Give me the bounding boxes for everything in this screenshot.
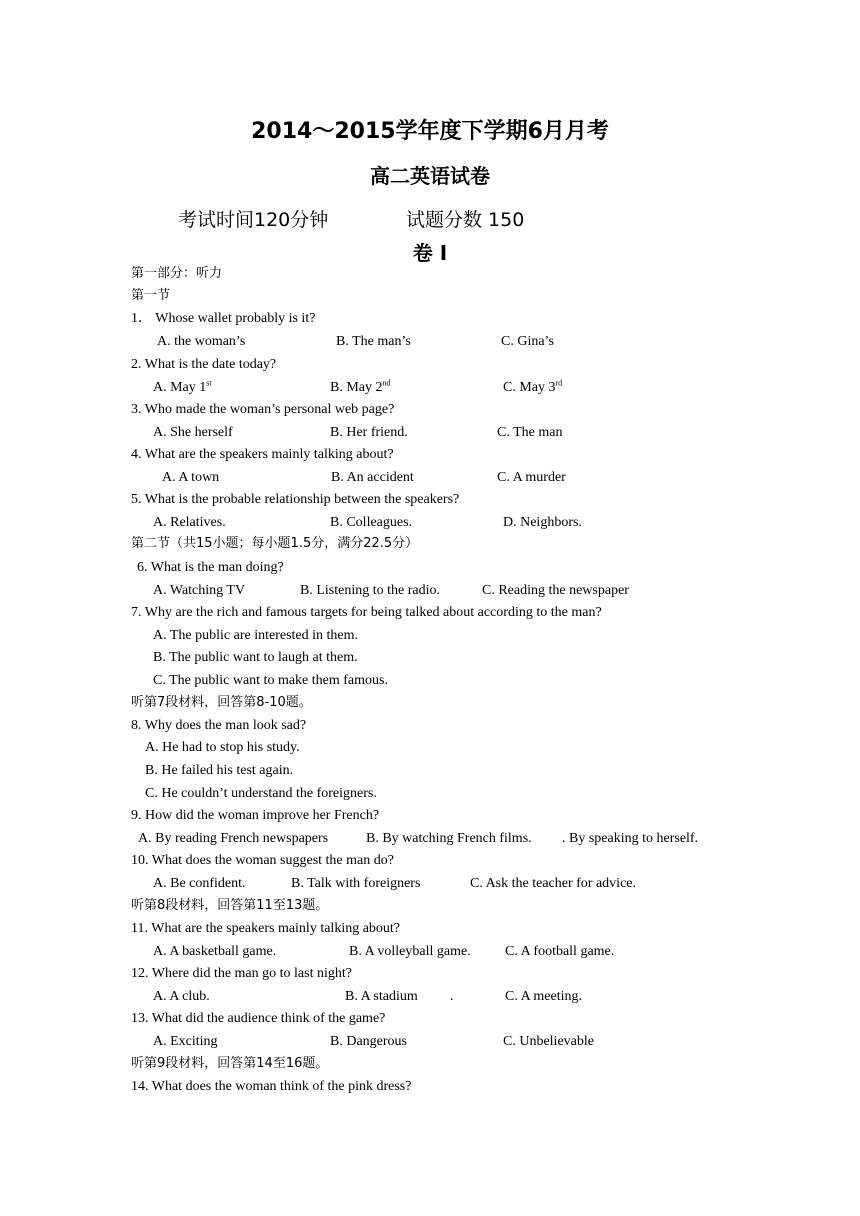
q3-option-a: A. She herself: [153, 425, 233, 440]
q1-option-b: B. The man’s: [336, 334, 411, 349]
question-9: 9. How did the woman improve her French?: [131, 808, 380, 823]
q12-option-a: A. A club.: [153, 989, 210, 1004]
q9-option-b: B. By watching French films.: [366, 831, 532, 846]
q7-option-c: C. The public want to make them famous.: [153, 673, 388, 688]
question-13: 13. What did the audience think of the game?: [131, 1011, 386, 1026]
question-7: 7. Why are the rich and famous targets for being talked about according to the man?: [131, 605, 602, 620]
question-14: 14. What does the woman think of the pink dress?: [131, 1079, 412, 1094]
q8-option-a: A. He had to stop his study.: [145, 740, 300, 755]
q5-option-b: B. Colleagues.: [330, 515, 413, 530]
exam-title: 2014～2015学年度下学期6月月考: [251, 119, 609, 144]
question-10: 10. What does the woman suggest the man do?: [131, 853, 394, 868]
q4-option-c: C. A murder: [497, 470, 566, 485]
question-11: 11. What are the speakers mainly talking about?: [131, 921, 401, 936]
q6-option-a: A. Watching TV: [153, 583, 246, 598]
q4-option-a: A. A town: [162, 470, 220, 485]
q7-option-b: B. The public want to laugh at them.: [153, 650, 358, 665]
question-3: 3. Who made the woman’s personal web page?: [131, 402, 395, 417]
q3-option-c: C. The man: [497, 425, 563, 440]
q13-option-b: B. Dangerous: [330, 1034, 407, 1049]
q2a-text: A. May 1: [153, 380, 207, 395]
q5-option-c: D. Neighbors.: [503, 515, 582, 530]
q4-option-b: B. An accident: [331, 470, 414, 485]
q2c-sup: rd: [555, 378, 563, 388]
q2-option-b: [330, 379, 391, 397]
q5-option-a: A. Relatives.: [153, 515, 226, 530]
q1-option-a: A. the woman’s: [157, 334, 246, 349]
q2a-sup: st: [206, 378, 212, 388]
material7-heading: 听第7段材料，回答第8-10题。: [131, 695, 312, 710]
question-2: 2. What is the date today?: [131, 357, 277, 372]
q6-option-b: B. Listening to the radio.: [300, 583, 440, 598]
q8-option-c: C. He couldn’t understand the foreigners.: [145, 786, 377, 801]
exam-time: 考试时间120分钟: [178, 209, 329, 231]
q2b-sup: nd: [382, 378, 391, 388]
part1-heading: 第一部分：听力: [131, 266, 223, 281]
q12-option-b: B. A stadium: [345, 989, 418, 1004]
question-12: 12. Where did the man go to last night?: [131, 966, 352, 981]
section2-heading: 第二节（共15小题；每小题1.5分，满分22.5分）: [131, 536, 419, 551]
exam-subtitle: 高二英语试卷: [370, 164, 490, 188]
section1-heading: 第一节: [131, 288, 171, 303]
q13-option-a: A. Exciting: [153, 1034, 218, 1049]
q12-dot: .: [450, 989, 454, 1004]
material8-heading: 听第8段材料，回答第11至13题。: [131, 898, 329, 913]
question-4: 4. What are the speakers mainly talking about?: [131, 447, 394, 462]
q2-option-c: [503, 379, 562, 397]
exam-score: 试题分数 150: [406, 209, 525, 231]
question-6: 6. What is the man doing?: [137, 560, 284, 575]
q12-option-c: C. A meeting.: [505, 989, 582, 1004]
q10-option-a: A. Be confident.: [153, 876, 246, 891]
question-1: 1． Whose wallet probably is it?: [131, 311, 316, 326]
q10-option-b: B. Talk with foreigners: [291, 876, 421, 891]
q7-option-a: A. The public are interested in them.: [153, 628, 359, 643]
volume-label: 卷 I: [412, 241, 448, 265]
q2-option-a: [153, 379, 212, 397]
q13-option-c: C. Unbelievable: [503, 1034, 594, 1049]
q1-option-c: C. Gina’s: [501, 334, 554, 349]
q10-option-c: C. Ask the teacher for advice.: [470, 876, 636, 891]
question-8: 8. Why does the man look sad?: [131, 718, 307, 733]
q9-option-a: A. By reading French newspapers: [138, 831, 329, 846]
q11-option-b: B. A volleyball game.: [349, 944, 471, 959]
q3-option-b: B. Her friend.: [330, 425, 408, 440]
q9-option-c: . By speaking to herself.: [562, 831, 699, 846]
q2c-text: C. May 3: [503, 380, 556, 395]
q8-option-b: B. He failed his test again.: [145, 763, 294, 778]
material9-heading: 听第9段材料，回答第14至16题。: [131, 1056, 329, 1071]
q2b-text: B. May 2: [330, 380, 383, 395]
q11-option-a: A. A basketball game.: [153, 944, 277, 959]
q11-option-c: C. A football game.: [505, 944, 615, 959]
question-5: 5. What is the probable relationship between the speakers?: [131, 492, 460, 507]
q6-option-c: C. Reading the newspaper: [482, 583, 629, 598]
